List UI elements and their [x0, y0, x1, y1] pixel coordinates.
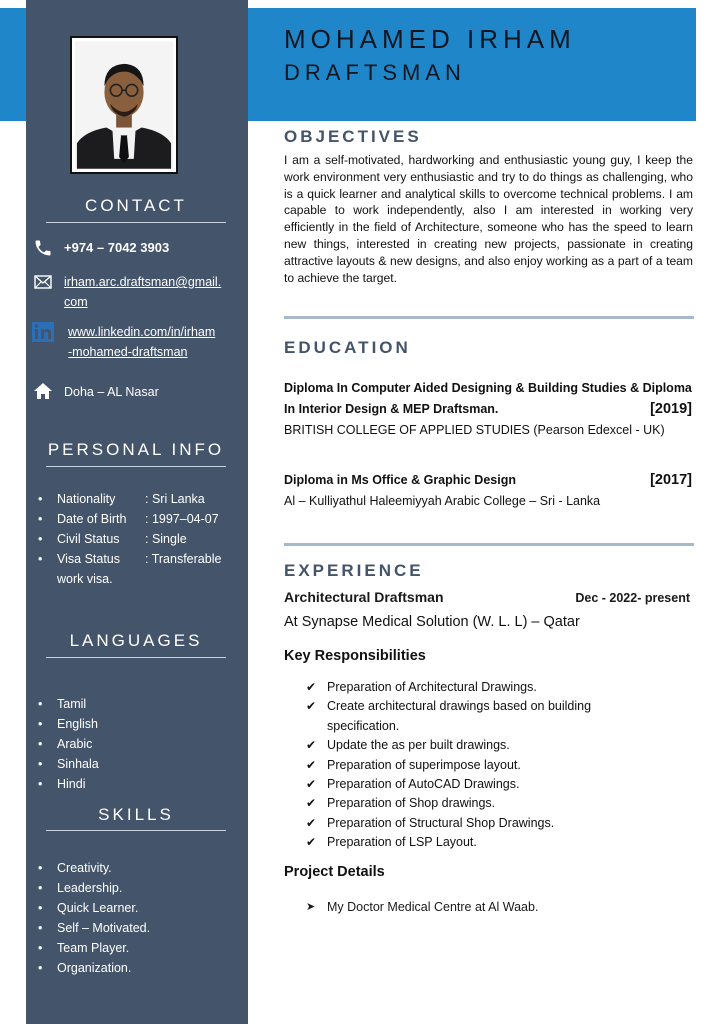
skill-item: • Team Player. [38, 938, 150, 958]
list-item [306, 775, 626, 794]
education-school: BRITISH COLLEGE OF APPLIED STUDIES (Pearson Edexcel - UK) [284, 423, 665, 437]
home-icon [32, 382, 54, 400]
visa-status-value: : Transferable [145, 552, 222, 566]
contact-email [32, 272, 221, 312]
responsibility-text: Preparation of LSP Layout. [327, 835, 477, 850]
education-title-line-1: Diploma In Computer Aided Designing & Building Studies & Diploma [284, 381, 692, 395]
job-dates: Dec - 2022- present [575, 591, 690, 605]
language-item: • Sinhala [38, 754, 99, 774]
objectives-heading: OBJECTIVES [284, 127, 422, 146]
language-item: • Hindi [38, 774, 99, 794]
objectives-text: I am a self-motivated, hardworking and enthusiastic young guy, I keep the work environment very enthusiastic and try to do things as challenging, who is a quick learner and analytical skills to overcome technical problems. I am capable to work independently, also I am interested in working very efficiently in the field of Architecture, someone who has the speed to learn new things, interested in creating new projects, passionate in creating attractive layouts & new designs, and also enjoy working as a part of a team to achieve the target. [284, 153, 693, 285]
linkedin-link[interactable] [68, 322, 215, 362]
dob-label: • Date of Birth [57, 512, 127, 526]
responsibility-text: Preparation of superimpose layout. [327, 757, 521, 772]
responsibility-text: Create architectural drawings based on building specification. [327, 699, 592, 733]
nationality-label: • Nationality [57, 492, 116, 506]
checkmark-icon: ✔ [306, 738, 317, 753]
checkmark-icon: ✔ [306, 835, 317, 850]
education-year: [2019] [650, 401, 692, 417]
education-year: [2017] [650, 472, 692, 488]
contact-divider [46, 222, 226, 223]
nationality-value: : Sri Lanka [145, 492, 205, 506]
experience-heading: EXPERIENCE [284, 561, 424, 580]
contact-phone [32, 238, 169, 258]
phone-icon [32, 238, 54, 258]
contact-linkedin [32, 322, 215, 362]
envelope-icon [32, 272, 54, 289]
responsibility-text: Preparation of Architectural Drawings. [327, 680, 537, 694]
email-line-1: irham.arc.draftsman@gmail. [64, 275, 222, 289]
portrait-image [75, 41, 173, 169]
education-item-1 [284, 378, 692, 440]
list-item [38, 549, 221, 589]
phone-number[interactable]: +974 – 7042 3903 [64, 240, 170, 255]
dob-value: : 1997–04-07 [145, 512, 219, 526]
personal-info-heading: PERSONAL INFO [47, 440, 225, 459]
responsibility-text: Preparation of Shop drawings. [327, 796, 496, 811]
projects-heading: Project Details [284, 864, 385, 880]
contact-address [32, 382, 159, 402]
arrow-bullet-icon: ➤ [306, 901, 316, 913]
address-text: Doha – AL Nasar [64, 385, 159, 399]
profile-photo [70, 36, 178, 174]
job-title: Architectural Draftsman [284, 589, 444, 605]
language-item: • Arabic [38, 734, 99, 754]
education-school: Al – Kulliyathul Haleemiyyah Arabic College – Sri - Lanka [284, 494, 601, 508]
visa-status-label: • Visa Status [57, 552, 121, 566]
candidate-title: DRAFTSMAN [284, 60, 466, 85]
responsibilities-list [306, 678, 626, 853]
sidebar [26, 0, 248, 1024]
visa-status-continued: work visa. [57, 572, 113, 586]
list-item [306, 897, 538, 917]
education-title-line-2: In Interior Design & MEP Draftsman. [284, 402, 499, 416]
list-item [38, 509, 221, 529]
skill-item: • Leadership. [38, 878, 150, 898]
responsibility-text: Preparation of Structural Shop Drawings. [327, 815, 555, 830]
responsibility-text: Update the as per built drawings. [327, 738, 510, 753]
skills-list [38, 858, 150, 978]
projects-list [306, 897, 538, 917]
education-item-2 [284, 470, 692, 511]
languages-list [38, 694, 99, 794]
job-header [284, 589, 690, 605]
linkedin-icon [32, 322, 54, 342]
list-item [306, 678, 626, 697]
education-title: Diploma in Ms Office & Graphic Design [284, 473, 516, 487]
list-item [306, 697, 626, 736]
personal-info-divider [46, 466, 226, 467]
civil-status-label: • Civil Status [57, 532, 120, 546]
skill-item: • Self – Motivated. [38, 918, 150, 938]
email-line-2: com [64, 295, 88, 309]
contact-heading: CONTACT [85, 196, 187, 215]
languages-divider [46, 657, 226, 658]
checkmark-icon: ✔ [306, 796, 317, 811]
education-divider [284, 543, 694, 546]
skill-item: • Creativity. [38, 858, 150, 878]
objectives-divider [284, 316, 694, 319]
linkedin-line-1: www.linkedin.com/in/irham [68, 325, 216, 339]
checkmark-icon: ✔ [306, 777, 317, 792]
list-item [306, 833, 626, 852]
checkmark-icon: ✔ [306, 815, 317, 830]
checkmark-icon: ✔ [306, 699, 317, 714]
responsibility-text: Preparation of AutoCAD Drawings. [327, 777, 520, 792]
list-item [38, 529, 221, 549]
education-heading: EDUCATION [284, 338, 411, 357]
skills-divider [46, 830, 226, 831]
checkmark-icon: ✔ [306, 757, 317, 772]
language-item: • English [38, 714, 99, 734]
skill-item: • Quick Learner. [38, 898, 150, 918]
project-text: My Doctor Medical Centre at Al Waab. [327, 900, 539, 914]
email-link[interactable] [64, 272, 221, 312]
language-item: • Tamil [38, 694, 99, 714]
candidate-name: MOHAMED IRHAM [284, 24, 576, 54]
civil-status-value: : Single [145, 532, 187, 546]
skills-heading: SKILLS [98, 805, 174, 824]
list-item [306, 736, 626, 755]
linkedin-line-2: -mohamed-draftsman [68, 345, 188, 359]
list-item [38, 489, 221, 509]
responsibilities-heading: Key Responsibilities [284, 648, 426, 664]
languages-heading: LANGUAGES [69, 631, 203, 650]
checkmark-icon: ✔ [306, 680, 317, 694]
job-company: At Synapse Medical Solution (W. L. L) – Qatar [284, 614, 580, 630]
skill-item: • Organization. [38, 958, 150, 978]
list-item [306, 814, 626, 833]
personal-info-list [38, 489, 221, 589]
list-item [306, 756, 626, 775]
list-item [306, 794, 626, 813]
